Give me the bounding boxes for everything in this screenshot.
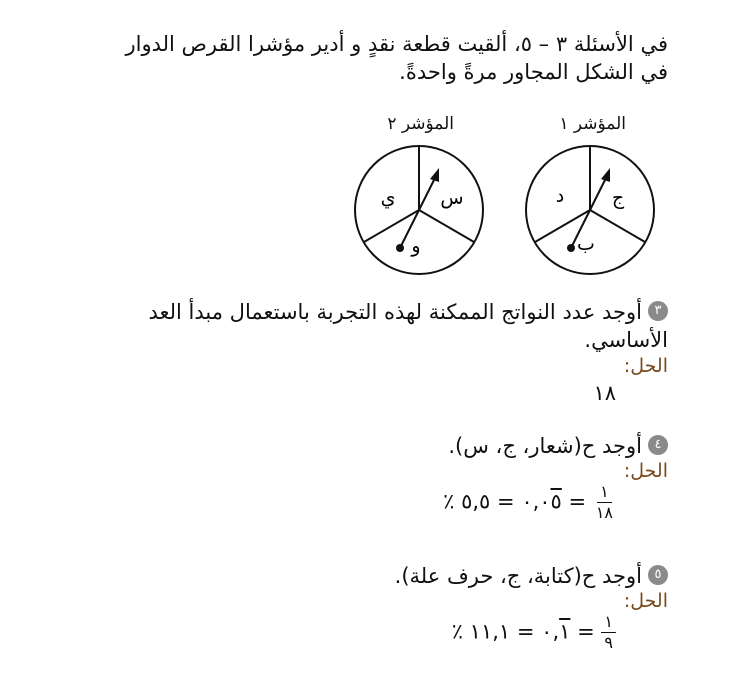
spinner-2-sector-0: س (440, 187, 464, 209)
question-5-percent: ١١,١ ٪ (451, 619, 511, 644)
question-4-answer (443, 484, 616, 521)
question-5-number: ٥ (648, 565, 668, 585)
question-4 (448, 432, 668, 460)
question-4-solution-label: الحل: (623, 460, 668, 482)
question-5-decimal (541, 620, 570, 644)
question-5-solution-label: الحل: (623, 590, 668, 612)
spinner-1-sector-0: ج (611, 187, 625, 209)
spinner-2 (355, 146, 483, 274)
question-4-percent: ٥,٥ ٪ (443, 489, 491, 514)
question-3-text-2: الأساسي. (584, 328, 668, 352)
intro-line-1: في الأسئلة ٣ – ٥، ألقيت قطعة نقدٍ و أدير مؤشرا القرص الدوار (125, 32, 668, 56)
question-4-number: ٤ (648, 435, 668, 455)
question-5-equals-2: = (516, 619, 535, 644)
question-5-frac-den: ٩ (604, 633, 613, 652)
question-5-equals: = (577, 619, 595, 644)
question-5-decimal-repeat: ١ (559, 619, 571, 644)
question-4-text: أوجد ح(شعار، ج، س). (448, 434, 642, 458)
spinner-1-sector-2: ب (577, 233, 595, 255)
question-3-solution-label: الحل: (623, 355, 668, 377)
question-3-line-1 (48, 298, 668, 326)
spinner-1 (526, 146, 654, 274)
question-4-decimal-int: ٠,٠ (521, 489, 551, 514)
spinner-1-sector-1: د (555, 185, 565, 207)
question-3-number: ٣ (648, 301, 668, 321)
question-3-answer: ١٨ (593, 381, 616, 405)
question-5-decimal-int: ٠, (541, 619, 560, 644)
question-5 (395, 562, 668, 590)
question-4-equals: = (568, 489, 587, 514)
spinner-2-sector-2: و (411, 235, 421, 257)
intro-text (88, 30, 668, 86)
question-4-frac-num: ١ (597, 484, 612, 503)
question-3 (48, 298, 668, 354)
spinner-2-sector-1: ي (380, 187, 396, 209)
question-4-decimal-repeat: ٥ (550, 489, 562, 514)
intro-line-2: في الشكل المجاور مرةً واحدةً. (399, 60, 668, 84)
question-4-equals-2: = (497, 489, 515, 514)
question-5-fraction (601, 614, 616, 651)
spinners-figure (340, 140, 660, 280)
question-4-frac-den: ١٨ (595, 503, 613, 522)
question-5-frac-num: ١ (601, 614, 616, 633)
question-4-fraction (593, 484, 616, 521)
spinner-1-label: المؤشر ١ (559, 114, 626, 134)
question-5-answer (452, 614, 616, 651)
spinner-2-label: المؤشر ٢ (387, 114, 454, 134)
question-4-decimal (521, 490, 562, 514)
question-5-text: أوجد ح(كتابة، ج، حرف علة). (394, 564, 642, 588)
question-3-text-1: أوجد عدد النواتج الممكنة لهذه التجربة باستعمال مبدأ العد (148, 300, 642, 324)
